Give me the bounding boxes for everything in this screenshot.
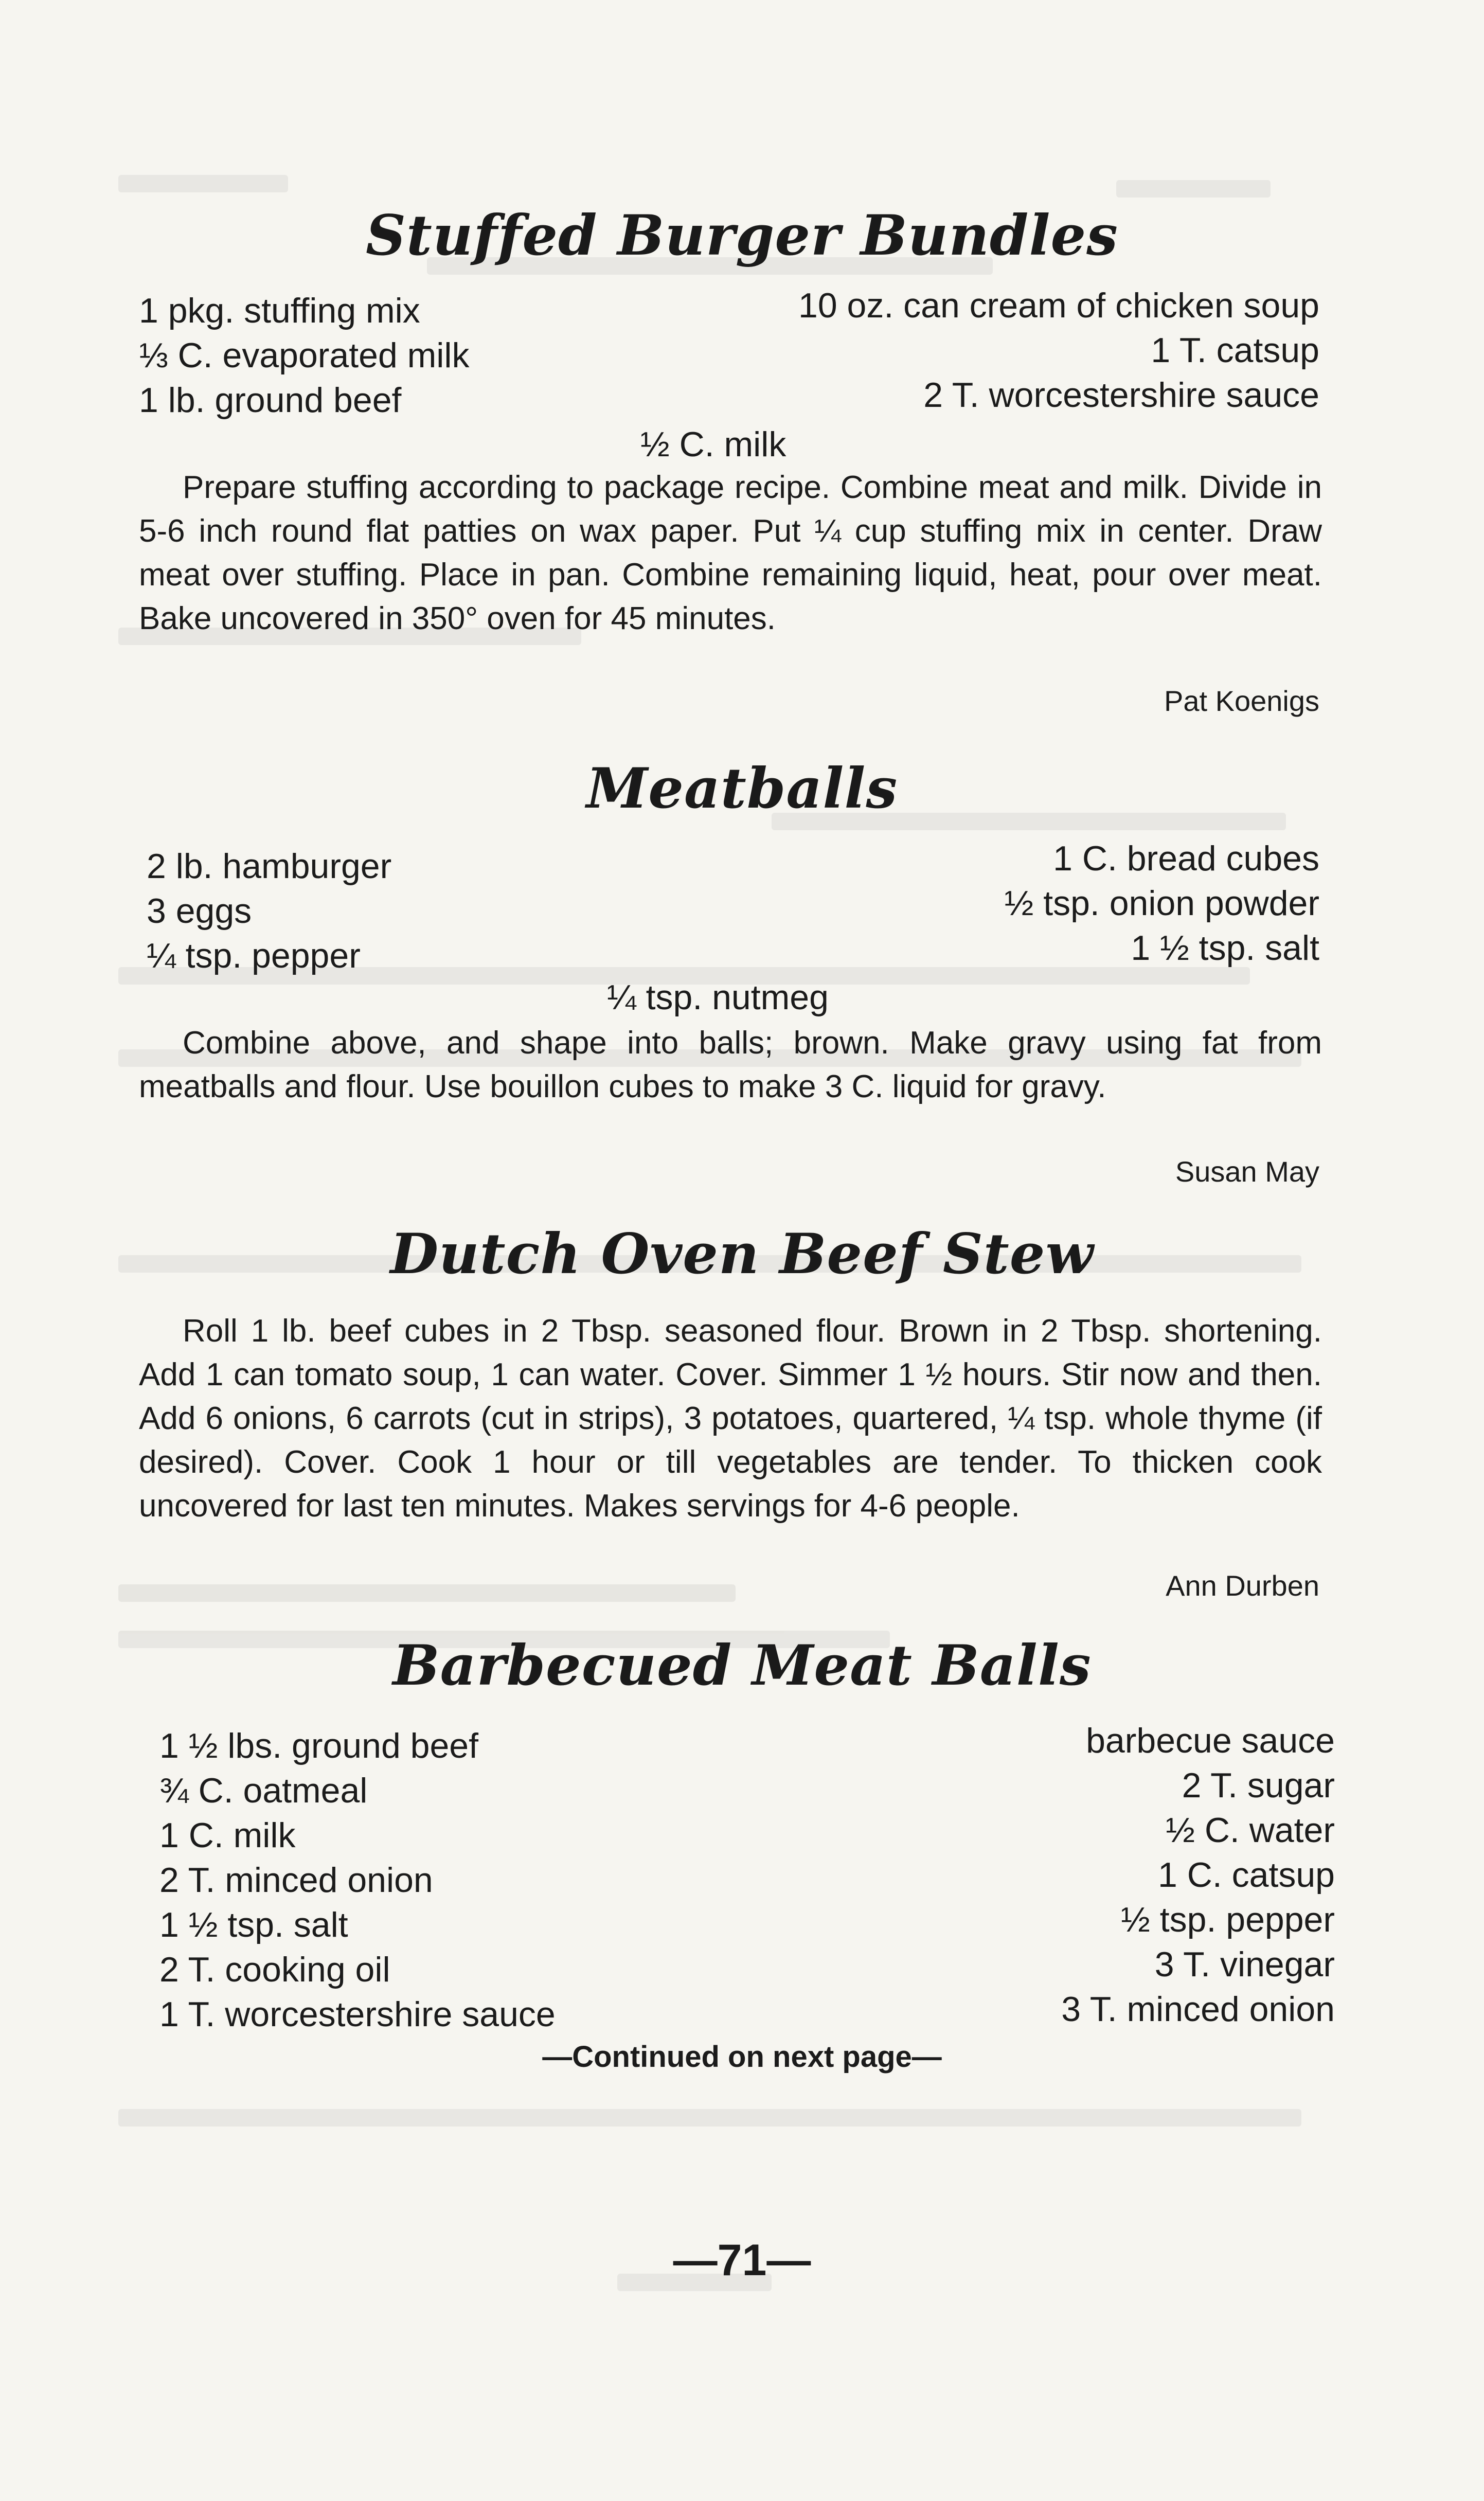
ingredient: ½ tsp. pepper — [1121, 1900, 1335, 1939]
recipe-title: Dutch Oven Beef Stew — [390, 1222, 1094, 1287]
ingredient: 2 lb. hamburger — [147, 847, 392, 886]
ingredient: 3 T. minced onion — [1061, 1990, 1335, 2029]
recipe-author: Susan May — [1175, 1155, 1319, 1188]
recipe-title: Stuffed Burger Bundles — [366, 203, 1118, 268]
ingredient: ¼ tsp. nutmeg — [607, 978, 829, 1017]
instructions-text: Prepare stuffing according to package recipe. Combine meat and milk. Divide in 5-6 inch round flat patties on wax paper. Put ¼ cup stuffing mix in center. Draw meat over stuffing. Place in pan. Combine remaining liquid, heat, pour over meat. Bake uncovered in 350° oven for 45 minutes. — [139, 470, 1322, 636]
ingredient: ¾ C. oatmeal — [159, 1771, 368, 1810]
ingredient: 1 lb. ground beef — [139, 381, 402, 420]
ingredient: 3 T. vinegar — [1154, 1945, 1335, 1984]
recipe-title: Meatballs — [586, 756, 898, 821]
instructions-text: Combine above, and shape into balls; brown. Make gravy using fat from meatballs and flour. Use bouillon cubes to make 3 C. liquid for gravy. — [139, 1025, 1322, 1104]
ingredient: 1 ½ tsp. salt — [159, 1905, 348, 1944]
ingredient: ½ C. water — [1166, 1811, 1335, 1850]
recipe-instructions — [139, 1021, 1322, 1109]
instructions-text: Roll 1 lb. beef cubes in 2 Tbsp. seasoned flour. Brown in 2 Tbsp. shortening. Add 1 can tomato soup, 1 can water. Cover. Simmer 1 ½ hours. Stir now and then. Add 6 onions, 6 carrots (cut in strips), 3 potatoes, quartered, ¼ tsp. whole thyme (if desired). Cover. Cook 1 hour or till vegetables are tender. To thicken cook uncovered for last ten minutes. Makes servings for 4-6 people. — [139, 1313, 1322, 1524]
ingredient: 1 C. milk — [159, 1816, 296, 1855]
recipe-instructions — [139, 466, 1322, 640]
recipe-title: Barbecued Meat Balls — [392, 1633, 1092, 1698]
ingredient: ½ C. milk — [640, 425, 786, 464]
ingredient: 2 T. worcestershire sauce — [923, 376, 1319, 415]
ingredient: 2 T. cooking oil — [159, 1950, 390, 1989]
ingredient: 1 C. catsup — [1158, 1855, 1335, 1895]
recipe-instructions — [139, 1309, 1322, 1528]
ingredient: 1 ½ tsp. salt — [1131, 928, 1319, 968]
ingredient: 1 pkg. stuffing mix — [139, 291, 420, 330]
ingredient: 1 T. worcestershire sauce — [159, 1995, 556, 2034]
ingredient: 1 T. catsup — [1151, 331, 1319, 370]
recipe-author: Pat Koenigs — [1164, 685, 1319, 717]
ingredient: 10 oz. can cream of chicken soup — [798, 286, 1319, 325]
page-number: —71— — [673, 2236, 811, 2285]
ingredient: 2 T. sugar — [1182, 1766, 1335, 1805]
ingredient: 1 ½ lbs. ground beef — [159, 1726, 479, 1765]
ingredient: barbecue sauce — [1086, 1721, 1335, 1760]
ingredient: ½ tsp. onion powder — [1004, 884, 1319, 923]
ingredient: 1 C. bread cubes — [1053, 839, 1319, 878]
ingredient: ¼ tsp. pepper — [147, 936, 361, 975]
continued-note: —Continued on next page— — [542, 2040, 942, 2074]
recipe-author: Ann Durben — [1166, 1569, 1319, 1602]
ingredient: 3 eggs — [147, 891, 252, 931]
ingredient: 2 T. minced onion — [159, 1861, 433, 1900]
ingredient: ⅓ C. evaporated milk — [139, 336, 470, 375]
